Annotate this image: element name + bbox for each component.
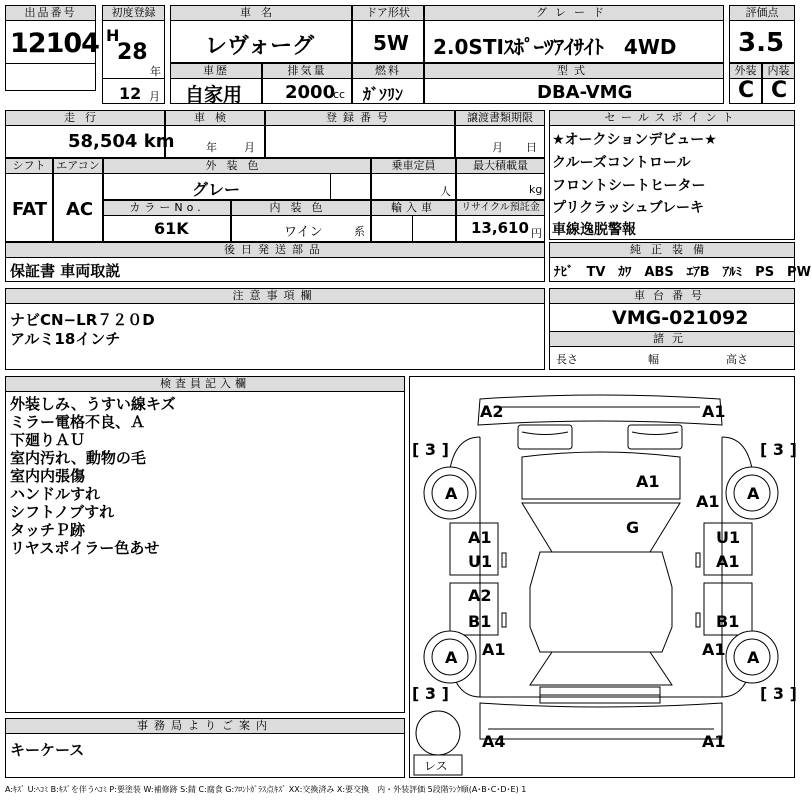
grade-box	[424, 5, 724, 63]
lot-number: 12104	[10, 28, 99, 59]
ac-box	[53, 158, 103, 242]
tread-fr: [ 3 ]	[760, 440, 797, 459]
color-no-label: カラーNo.	[104, 201, 230, 216]
reg-no-box	[265, 110, 455, 158]
displacement-value: 2000	[285, 82, 336, 103]
mark-wheel-rl: A	[445, 648, 458, 667]
mark-right-front-door-2: A1	[716, 552, 740, 571]
mileage-box	[5, 110, 175, 158]
model-box	[424, 63, 724, 104]
car-name-box	[170, 5, 352, 63]
color-no-value: 61K	[154, 219, 189, 238]
spare-label: レス	[424, 759, 448, 773]
ac-label: エアコン	[54, 159, 102, 174]
color-no-box	[103, 200, 231, 242]
reg-month: 12	[119, 84, 142, 103]
recycle-unit: 円	[531, 227, 542, 240]
tread-rr: [ 3 ]	[760, 684, 797, 703]
mileage-value: 58,504 km	[68, 131, 175, 152]
int-color-box	[231, 200, 371, 242]
inspector-line-6: ハンドルすれ	[10, 485, 101, 503]
displacement-box	[262, 63, 352, 104]
inspector-line-7: シフトノブすれ	[10, 503, 115, 521]
import-label: 輸入車	[372, 201, 455, 216]
ext-grade-label: 外装	[730, 64, 761, 79]
mark-right-fender: A1	[696, 492, 720, 511]
mark-left-front-door-1: A1	[468, 528, 492, 547]
door-box	[352, 5, 424, 63]
year-suffix: 年	[150, 65, 161, 78]
width-label: 幅	[648, 353, 659, 366]
mark-rear-left-bumper: A4	[482, 732, 506, 751]
shift-value: FAT	[12, 199, 48, 220]
inspector-line-1: 外装しみ、うすい線キズ	[10, 395, 176, 413]
sales-point-3: フロントシートヒーター	[552, 178, 706, 194]
mark-hood: A1	[636, 472, 660, 491]
mileage-label: 走行	[6, 111, 164, 126]
chassis-value: VMG-021092	[612, 307, 749, 329]
ext-color-label: 外装色	[104, 159, 370, 174]
inspection-label: 車検	[166, 111, 264, 126]
first-reg-box	[102, 5, 165, 104]
grade-value: 2.0STIｽﾎﾟｰﾂｱｲｻｲﾄ 4WD	[433, 35, 677, 59]
height-label: 高さ	[726, 353, 748, 366]
later-parts-box	[5, 242, 545, 282]
history-label: 車歴	[171, 64, 261, 79]
sales-points-box	[549, 110, 795, 240]
history-box	[170, 63, 262, 104]
office-label: 事務局よりご案内	[6, 719, 404, 734]
mark-left-rear-door-1: A2	[468, 586, 492, 605]
lot-box	[5, 5, 99, 91]
notes-box	[5, 288, 545, 370]
mark-wheel-fl: A	[445, 484, 458, 503]
capacity-box	[371, 158, 456, 200]
ext-grade-box	[729, 63, 762, 104]
model-label: 型式	[425, 64, 723, 79]
length-label: 長さ	[556, 353, 578, 366]
later-parts-label: 後日発送部品	[6, 243, 544, 258]
legend: A:ｷｽﾞ U:ﾍｺﾐ B:ｷｽﾞを伴うﾍｺﾐ P:要塗装 W:補修跡 S:錆 C:腐食 G:ﾌﾛﾝﾄｶﾞﾗｽ点ｷｽﾞ XX:交換済み X:要交換 内・外装評価 5段階ﾗﾝｸ順(A･B･C･D･E) 1	[5, 785, 527, 794]
car-name: レヴォーグ	[205, 34, 315, 59]
equipment-box	[549, 242, 811, 282]
sales-point-1: ★オークションデビュー★	[552, 132, 717, 148]
recycle-label: リサイクル預託金	[457, 201, 544, 216]
car-diagram-svg	[410, 377, 797, 777]
score-label: 評価点	[730, 6, 794, 21]
ext-color-value: グレー	[192, 180, 241, 199]
inspection-month-suffix: 月	[244, 141, 255, 154]
int-color-value: ワイン	[284, 225, 323, 240]
int-grade-label: 内装	[763, 64, 794, 79]
tread-rl: [ 3 ]	[412, 684, 449, 703]
spec-label: 諸元	[550, 331, 794, 347]
mark-wheel-fr: A	[747, 484, 760, 503]
equipment-label: 純正装備	[550, 243, 794, 258]
shift-label: シフト	[6, 159, 52, 174]
mark-windshield: G	[626, 518, 640, 537]
model-value: DBA-VMG	[537, 82, 633, 103]
ext-color-box	[103, 158, 371, 200]
mark-wheel-rr: A	[747, 648, 760, 667]
int-color-label: 内装色	[232, 201, 370, 216]
ac-value: AC	[66, 199, 94, 220]
mark-rear-right-bumper: A1	[702, 732, 726, 751]
transfer-day-suffix: 日	[526, 141, 537, 154]
first-reg-label: 初度登録	[103, 6, 164, 21]
fuel-label: 燃料	[353, 64, 423, 79]
equipment-value: ﾅﾋﾞ TV ｶﾜ ABS ｴｱB ｱﾙﾐ PS PW	[554, 265, 811, 280]
mark-left-rear-fender: A1	[482, 640, 506, 659]
mark-front-left-bumper: A2	[480, 402, 504, 421]
mark-left-front-door-2: U1	[468, 552, 493, 571]
capacity-unit: 人	[440, 185, 451, 198]
transfer-label: 譲渡書類期限	[456, 111, 544, 126]
car-name-label: 車名	[171, 6, 351, 21]
lot-label: 出品番号	[6, 6, 95, 21]
grade-label: グレード	[425, 6, 723, 21]
max-load-label: 最大積載量	[457, 159, 544, 174]
int-color-suffix: 系	[354, 225, 365, 238]
shift-box	[5, 158, 53, 242]
inspector-box	[5, 376, 405, 713]
displacement-unit: cc	[333, 88, 346, 101]
month-suffix: 月	[149, 90, 160, 103]
chassis-label: 車台番号	[550, 289, 794, 304]
capacity-label: 乗車定員	[372, 159, 455, 174]
fuel-box	[352, 63, 424, 104]
mark-left-rear-door-2: B1	[468, 612, 492, 631]
displacement-label: 排気量	[263, 64, 351, 79]
mark-front-right-bumper: A1	[702, 402, 726, 421]
sales-point-4: プリクラッシュブレーキ	[552, 200, 705, 216]
door-value: 5W	[373, 31, 409, 55]
chassis-box	[549, 288, 795, 370]
notes-line-2: アルミ18インチ	[10, 330, 121, 348]
office-box	[5, 718, 405, 778]
office-value: キーケース	[10, 741, 85, 759]
inspector-line-9: リヤスポイラー色あせ	[10, 539, 160, 557]
transfer-box	[455, 110, 545, 158]
mark-right-rear-fender: A1	[702, 640, 726, 659]
reg-year: 28	[117, 40, 148, 65]
recycle-value: 13,610	[471, 219, 529, 237]
era: H	[106, 26, 120, 45]
score-box	[729, 5, 795, 63]
inspection-year-suffix: 年	[206, 141, 217, 154]
sales-points-label: セールスポイント	[550, 111, 794, 126]
max-load-unit: kg	[529, 183, 543, 196]
inspector-line-3: 下廻りＡＵ	[10, 431, 86, 449]
recycle-box	[456, 200, 545, 242]
max-load-box	[456, 158, 545, 200]
tread-fl: [ 3 ]	[412, 440, 449, 459]
sales-point-2: クルーズコントロール	[552, 155, 691, 171]
later-parts-value: 保証書 車両取説	[10, 262, 121, 280]
import-box	[371, 200, 456, 242]
car-diagram	[409, 376, 795, 778]
int-grade-value: C	[771, 78, 788, 103]
inspection-box	[165, 110, 265, 158]
score-value: 3.5	[738, 28, 785, 58]
fuel-value: ｶﾞｿﾘﾝ	[363, 85, 404, 104]
history-value: 自家用	[185, 84, 243, 106]
door-label: ドア形状	[353, 6, 423, 21]
inspector-line-8: タッチＰ跡	[10, 521, 86, 539]
ext-grade-value: C	[738, 78, 755, 103]
int-grade-box	[762, 63, 795, 104]
inspector-label: 検査員記入欄	[6, 377, 404, 392]
mark-right-front-door-1: U1	[716, 528, 741, 547]
reg-no-label: 登録番号	[266, 111, 454, 126]
inspector-line-4: 室内汚れ、動物の毛	[10, 449, 146, 467]
notes-line-1: ナビCN−LR７２０D	[10, 311, 155, 329]
notes-label: 注意事項欄	[6, 289, 544, 304]
mark-right-rear-door: B1	[716, 612, 740, 631]
inspector-line-5: 室内内張傷	[10, 467, 86, 485]
inspector-line-2: ミラー電格不良、Ａ	[10, 413, 146, 431]
sales-point-5: 車線逸脱警報	[552, 222, 636, 238]
transfer-month-suffix: 月	[492, 141, 503, 154]
